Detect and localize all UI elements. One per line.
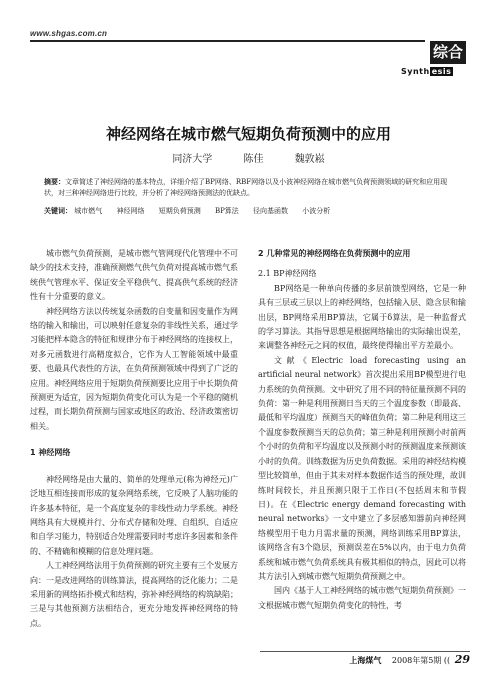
page-number: 29 bbox=[454, 653, 470, 666]
section-badge: 综合 bbox=[430, 41, 466, 64]
issue-date: 2008年第5期 bbox=[391, 656, 442, 665]
keywords-label: 关键词： bbox=[44, 206, 72, 215]
abstract-label: 摘要： bbox=[44, 177, 65, 186]
keyword: 神经网络 bbox=[116, 207, 145, 215]
subsection-heading: 2.1 BP神经网络 bbox=[258, 269, 317, 279]
page-footer bbox=[260, 653, 470, 666]
abstract bbox=[44, 176, 456, 199]
footer-rule bbox=[260, 651, 470, 652]
author-name-2: 魏敦崧 bbox=[294, 154, 325, 165]
article-title: 神经网络在城市燃气短期负荷预测中的应用 bbox=[105, 125, 391, 143]
author-affiliation: 同济大学 bbox=[172, 154, 213, 165]
keyword: 短期负荷预测 bbox=[158, 207, 201, 215]
body-paragraph: 文献《Electric load forecasting using an artificial neural network》首次提出采用BP模型进行电力系统的负荷预测。文中研究了用不同的特征量预测不同的负荷：第一种是利用预测日当天的三个温度参数（即最高、最低和平均温度）预测当天的峰值负荷；第二种是利用这三个温度参数预测当天的总负荷；第三种是利用预测小时前两个小时的负荷和平均温度以及预测小时的预测温度来预测该小时的负荷。训练数据为历史负荷数据。采用的神经结构模型比较简单，但由于其未对样本数据作适当的预处理，故训练时间较长，并且预测只限于工作日(不包括周末和节假日)。在《Electric energy demand forecasting with neural networks》一文中建立了多层感知器前向神经网络模型用于电力月需求量的预测，网络训练采用BP算法，该网络含有3个隐层，预测误差在5%以内，由于电力负荷系统和城市燃气负荷系统具有极其相似的特点，因此可以将其方法引入到城市燃气短期负荷预测之中。 bbox=[258, 355, 466, 581]
keyword: 径向基函数 bbox=[253, 207, 289, 215]
body-paragraph: BP网络是一种单向传播的多层前馈型网络，它是一种具有三层或三层以上的神经网络，包括输入层、隐含层和输出层，BP网络采用BP算法，它属于δ算法，是一种监督式的学习算法。其指导思想是根据网络输出的实际输出误差，来调整各神经元之间的权值，最终使得输出平方差最小。 bbox=[258, 283, 466, 351]
section-heading: 2 几种常见的神经网络在负荷预测中的应用 bbox=[258, 249, 411, 258]
footer-separator: (( bbox=[443, 656, 451, 665]
body-paragraph: 城市燃气负荷预测，是城市燃气管网现代化管理中不可缺少的技术支持，准确预测燃气供气负荷对提高城市燃气系统供气管理水平、保证安全平稳供气、提高供气系统的经济性有十分重要的意义。 bbox=[30, 249, 238, 302]
site-url[interactable]: www.shgas.com.cn bbox=[30, 29, 108, 38]
authors-line bbox=[0, 150, 497, 165]
magazine-name: 上海煤气 bbox=[349, 656, 382, 665]
author-name-1: 陈佳 bbox=[243, 154, 264, 165]
body-paragraph: 国内《基于人工神经网络的城市燃气短期负荷预测》一文根据城市燃气短期负荷变化的特性，考 bbox=[258, 586, 466, 610]
body-paragraph: 神经网络是由大量的、简单的处理单元(称为神经元)广泛地互相连接而形成的复杂网络系统，它反映了人脑功能的许多基本特征，是一个高度复杂的非线性动力学系统。神经网络具有大规模并行、分布式存储和处理、自组织、自适应和自学习能力，特别适合处理需要同时考虑许多因素和条件的、不精确和模糊的信息处理问题。 bbox=[30, 474, 238, 556]
keyword: 小波分析 bbox=[302, 207, 331, 215]
badge-sub-prefix: Synth bbox=[401, 67, 430, 76]
section-badge-subtitle bbox=[401, 67, 453, 76]
keyword: BP算法 bbox=[214, 207, 239, 215]
left-column bbox=[30, 247, 238, 631]
right-column bbox=[258, 247, 466, 613]
body-paragraph: 神经网络方法以传统复杂函数的自变量和因变量作为网络的输入和输出，可以映射任意复杂的非线性关系，通过学习能把样本隐含的特征和规律分布于神经网络的连接权上，对多元函数进行高精度拟合，它作为人工智能领域中最重要、也最具代表性的方法，在负荷预测领域中得到了广泛的应用。神经网络应用于短期负荷预测要比应用于中长期负荷预测更为适宜，因为短期负荷变化可认为是一个平稳的随机过程，而长期负荷预测与国家或地区的政治、经济政策密切相关。 bbox=[30, 306, 238, 431]
body-paragraph: 人工神经网络法用于负荷预测的研究主要有三个发展方向：一是改进网络的训练算法，提高网络的泛化能力；二是采用新的网络拓扑模式和结构，弥补神经网络的构筑缺陷；三是与其他预测方法相结合，更充分地发挥神经网络的特点。 bbox=[30, 561, 238, 628]
badge-sub-box: esis bbox=[431, 67, 452, 76]
keywords bbox=[44, 206, 456, 216]
abstract-text: 文章简述了神经网络的基本特点，详细介绍了BP网络、RBF网络以及小波神经网络在城市燃气负荷预测领域的研究和应用现状，对三种神经网络进行比较，并分析了神经网络预测法的优缺点。 bbox=[44, 178, 448, 197]
section-heading: 1 神经网络 bbox=[30, 448, 71, 458]
keyword: 城市燃气 bbox=[74, 207, 103, 215]
header-rule bbox=[30, 40, 425, 42]
